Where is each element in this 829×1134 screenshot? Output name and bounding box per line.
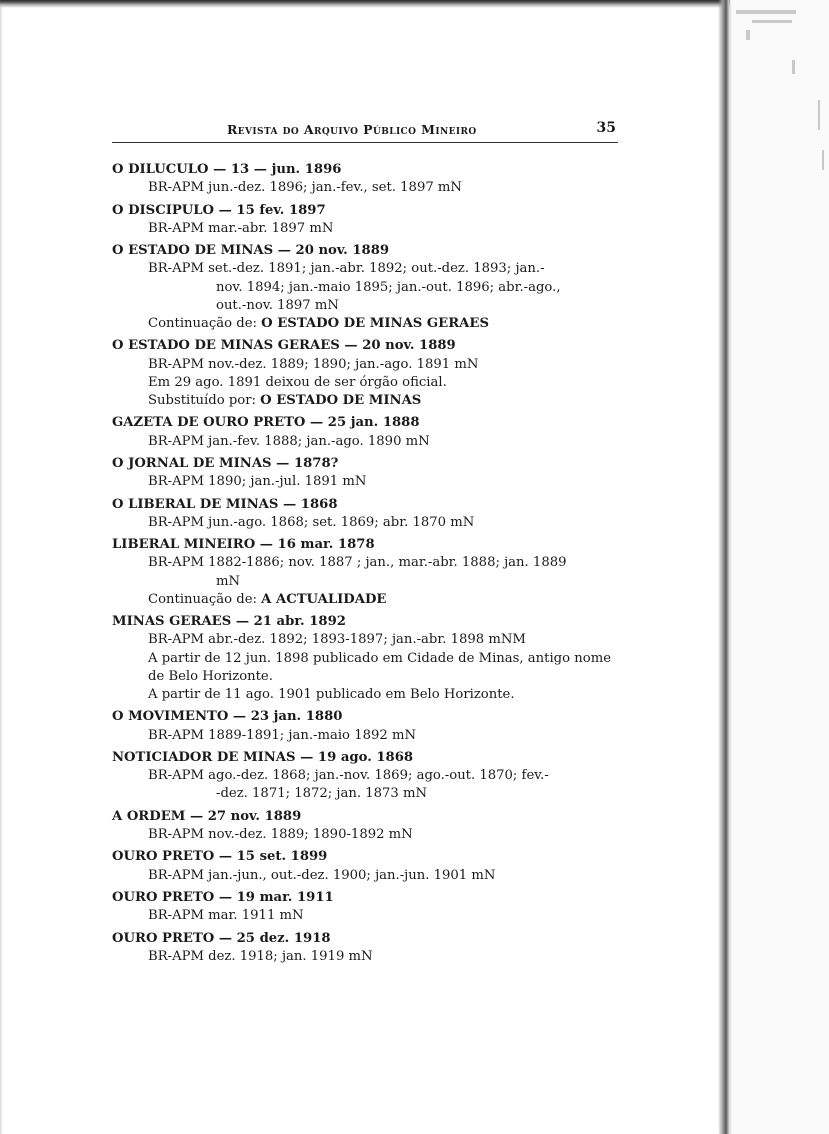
holdings-line: BR-APM dez. 1918; jan. 1919 mN — [148, 948, 373, 964]
note-line: A partir de 12 jun. 1898 publicado em Cidade de Minas, antigo nome de Belo Horizonte. — [148, 650, 611, 684]
entry-o-diluculo — [112, 161, 632, 197]
entry-o-movimento — [112, 708, 632, 744]
entry-ouro-preto-1911 — [112, 889, 632, 925]
holdings-continuation: out.-nov. 1897 mN — [216, 297, 339, 313]
entry-title: O ESTADO DE MINAS — 20 nov. 1889 — [112, 243, 390, 259]
running-title: Revista do Arquivo Público Mineiro — [227, 122, 477, 137]
holdings-line: BR-APM abr.-dez. 1892; 1893-1897; jan.-abr. 1898 mNM — [148, 632, 526, 648]
holdings-line: BR-APM jan.-fev. 1888; jan.-ago. 1890 mN — [148, 433, 430, 449]
continuation-value: A ACTUALIDADE — [261, 591, 387, 607]
substitution-value: O ESTADO DE MINAS — [260, 393, 422, 408]
entry-title: OURO PRETO — 25 dez. 1918 — [112, 930, 331, 946]
entry-title: GAZETA DE OURO PRETO — 25 jan. 1888 — [112, 415, 420, 431]
note-line: Em 29 ago. 1891 deixou de ser órgão oficial. — [148, 374, 447, 390]
entry-o-liberal-de-minas — [112, 496, 632, 532]
holdings-line: BR-APM 1890; jan.-jul. 1891 mN — [148, 474, 367, 490]
entry-title: LIBERAL MINEIRO — 16 mar. 1878 — [112, 537, 375, 553]
holdings-line: BR-APM ago.-dez. 1868; jan.-nov. 1869; ago.-out. 1870; fev.- — [148, 768, 549, 784]
entry-o-jornal-de-minas — [112, 455, 632, 491]
entry-title: MINAS GERAES — 21 abr. 1892 — [112, 614, 346, 630]
entry-title: O DILUCULO — 13 — jun. 1896 — [112, 162, 342, 177]
entry-a-ordem — [112, 808, 632, 844]
newspaper-list — [112, 161, 632, 970]
book-gutter — [718, 0, 732, 1134]
continuation-note — [112, 591, 632, 609]
entry-liberal-mineiro — [112, 536, 632, 609]
entry-gazeta-de-ouro-preto — [112, 414, 632, 450]
running-header — [112, 120, 618, 143]
entry-title: O DISCIPULO — 15 fev. 1897 — [112, 202, 326, 218]
holdings-line: BR-APM 1882-1886; nov. 1887 ; jan., mar.-abr. 1888; jan. 1889 — [148, 555, 567, 571]
continuation-label: Continuação de: — [148, 316, 257, 331]
entry-o-discipulo — [112, 202, 632, 238]
holdings-line: BR-APM jun.-ago. 1868; set. 1869; abr. 1870 mN — [148, 514, 475, 530]
facing-page-edge — [732, 0, 829, 1134]
holdings-line: BR-APM set.-dez. 1891; jan.-abr. 1892; out.-dez. 1893; jan.- — [148, 261, 545, 277]
holdings-line: BR-APM nov.-dez. 1889; 1890-1892 mN — [148, 826, 413, 842]
entry-minas-geraes — [112, 613, 632, 704]
substitution-label: Substituído por: — [148, 393, 256, 408]
note-line: A partir de 11 ago. 1901 publicado em Belo Horizonte. — [148, 686, 515, 702]
holdings-continuation: mN — [216, 573, 241, 589]
entry-title: OURO PRETO — 19 mar. 1911 — [112, 889, 334, 905]
page-number: 35 — [596, 120, 616, 136]
entry-ouro-preto-1899 — [112, 848, 632, 884]
continuation-note — [112, 315, 632, 333]
entry-title: OURO PRETO — 15 set. 1899 — [112, 849, 328, 865]
holdings-continuation: nov. 1894; jan.-maio 1895; jan.-out. 1896; abr.-ago., — [216, 279, 561, 295]
substitution-note — [112, 392, 632, 410]
entry-title: O MOVIMENTO — 23 jan. 1880 — [112, 709, 343, 725]
entry-ouro-preto-1918 — [112, 930, 632, 966]
entry-title: NOTICIADOR DE MINAS — 19 ago. 1868 — [112, 749, 414, 765]
entry-title: O ESTADO DE MINAS GERAES — 20 nov. 1889 — [112, 338, 456, 354]
entry-o-estado-de-minas — [112, 242, 632, 333]
continuation-label: Continuação de: — [148, 591, 257, 607]
entry-o-estado-de-minas-geraes — [112, 337, 632, 410]
holdings-line: BR-APM mar. 1911 mN — [148, 908, 304, 924]
continuation-value: O ESTADO DE MINAS GERAES — [261, 316, 489, 331]
entry-title: O LIBERAL DE MINAS — 1868 — [112, 496, 338, 512]
holdings-line: BR-APM 1889-1891; jan.-maio 1892 mN — [148, 727, 416, 743]
scan-top-edge — [0, 0, 730, 8]
holdings-line: BR-APM mar.-abr. 1897 mN — [148, 220, 334, 236]
holdings-continuation: -dez. 1871; 1872; jan. 1873 mN — [216, 786, 428, 802]
holdings-line: BR-APM jan.-jun., out.-dez. 1900; jan.-jun. 1901 mN — [148, 867, 496, 883]
holdings-line: BR-APM jun.-dez. 1896; jan.-fev., set. 1897 mN — [148, 180, 462, 196]
holdings-line: BR-APM nov.-dez. 1889; 1890; jan.-ago. 1891 mN — [148, 356, 479, 372]
entry-title: O JORNAL DE MINAS — 1878? — [112, 455, 339, 471]
entry-noticiador-de-minas — [112, 749, 632, 804]
entry-title: A ORDEM — 27 nov. 1889 — [112, 808, 302, 824]
page-left-margin — [0, 0, 3, 1134]
